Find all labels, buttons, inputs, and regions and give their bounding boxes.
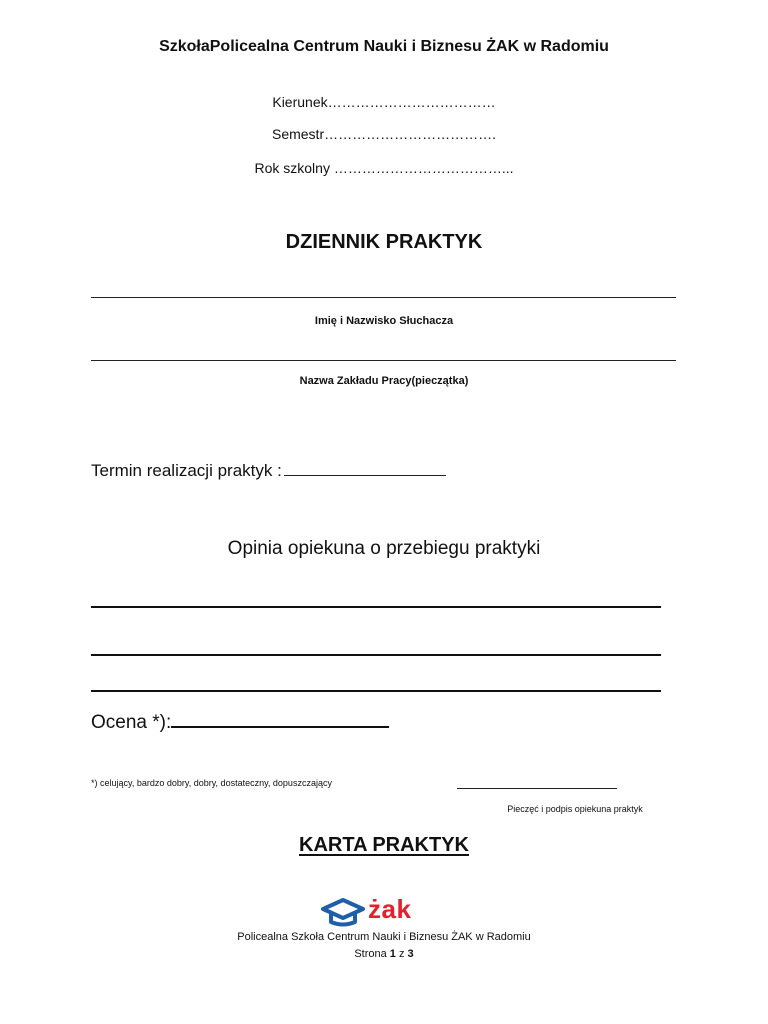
opinion-line — [91, 606, 661, 608]
page-of: z — [395, 948, 408, 960]
grade-field — [91, 708, 389, 734]
student-name-caption: Imię i Nazwisko Słuchacza — [314, 315, 454, 327]
termin-blank — [284, 459, 446, 476]
page-indicator — [0, 948, 768, 960]
grade-blank — [171, 708, 389, 728]
opinion-line — [91, 690, 661, 692]
opinion-line — [91, 654, 661, 656]
kierunek-line: Kierunek……………………………… — [272, 94, 496, 110]
document-title: DZIENNIK PRAKTYK — [285, 231, 483, 253]
grades-note: *) celujący, bardzo dobry, dobry, dostateczny, dopuszczający — [91, 778, 332, 788]
termin-field — [91, 459, 446, 481]
student-name-line — [91, 297, 676, 298]
zak-logo — [320, 896, 450, 928]
page-total: 3 — [407, 948, 414, 960]
page-prefix: Strona — [354, 948, 390, 960]
semestr-line: Semestr………………………………. — [271, 126, 496, 142]
signature-line — [457, 788, 617, 789]
graduation-cap-icon — [320, 896, 366, 928]
footer-school: Policealna Szkoła Centrum Nauki i Biznesu ŻAK w Radomiu — [237, 931, 531, 943]
karta-title — [0, 834, 768, 857]
school-title: SzkołaPolicealna Centrum Nauki i Biznesu ŻAK w Radomiu — [159, 38, 609, 55]
signature-caption: Pieczęć i podpis opiekuna praktyk — [507, 804, 643, 814]
logo-text: żak — [368, 894, 412, 924]
opinion-title: Opinia opiekuna o przebiegu praktyki — [227, 538, 541, 559]
karta-title-text: KARTA PRAKTYK — [299, 834, 469, 856]
page-current: 1 — [389, 948, 396, 960]
workplace-line — [91, 360, 676, 361]
grade-label: Ocena *): — [91, 712, 172, 733]
termin-label: Termin realizacji praktyk : — [91, 461, 282, 480]
workplace-caption: Nazwa Zakładu Pracy(pieczątka) — [299, 375, 469, 387]
rok-szkolny-line: Rok szkolny ………………………………... — [254, 160, 514, 176]
